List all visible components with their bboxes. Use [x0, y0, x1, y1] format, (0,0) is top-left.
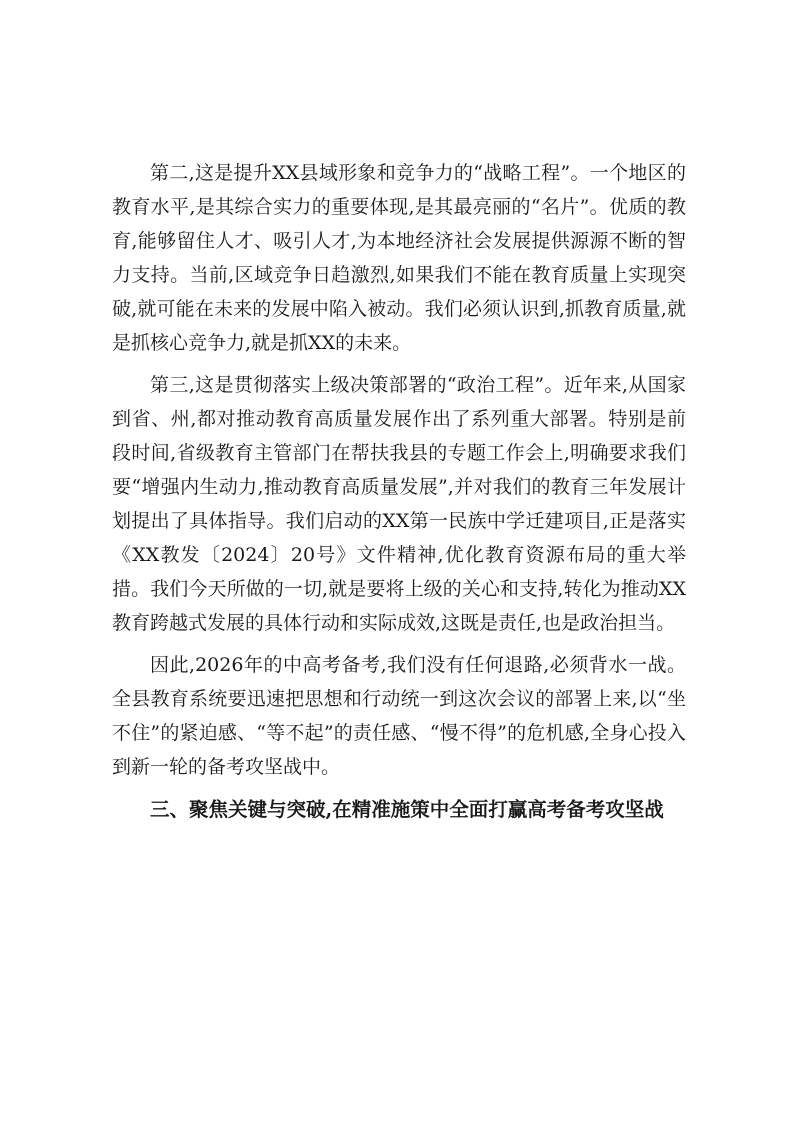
paragraph-strategic-project: 第二,这是提升XX县域形象和竞争力的“战略工程”。一个地区的教育水平,是其综合实力的重要体现,是其最亮丽的“名片”。优质的教育,能够留住人才、吸引人才,为本地经济社会发展提供源源不断的智力支持。当前,区域竞争日趋激烈,如果我们不能在教育质量上实现突破,就可能在未来的发展中陷入被动。我们必须认识到,抓教育质量,就是抓核心竞争力,就是抓XX的未来。 — [112, 162, 686, 354]
section-heading: 三、聚焦关键与突破,在精准施策中全面打赢高考备考攻坚战 — [150, 798, 664, 821]
paragraph-conclusion: 因此,2026年的中高考备考,我们没有任何退路,必须背水一战。全县教育系统要迅速把思想和行动统一到这次会议的部署上来,以“坐不住”的紧迫感、“等不起”的责任感、“慢不得”的危机感,全身心投入到新一轮的备考攻坚战中。 — [112, 654, 686, 778]
paragraph-political-project: 第三,这是贯彻落实上级决策部署的“政治工程”。近年来,从国家到省、州,都对推动教育高质量发展作出了系列重大部署。特别是前段时间,省级教育主管部门在帮扶我县的专题工作会上,明确要求我们要“增强内生动力,推动教育高质量发展”,并对我们的教育三年发展计划提出了具体指导。我们启动的XX第一民族中学迁建项目,正是落实《XX教发〔2024〕20号》文件精神,优化教育资源布局的重大举措。我们今天所做的一切,就是要将上级的关心和支持,转化为推动XX教育跨越式发展的具体行动和实际成效,这既是责任,也是政治担当。 — [112, 374, 686, 634]
document-page — [112, 156, 686, 828]
